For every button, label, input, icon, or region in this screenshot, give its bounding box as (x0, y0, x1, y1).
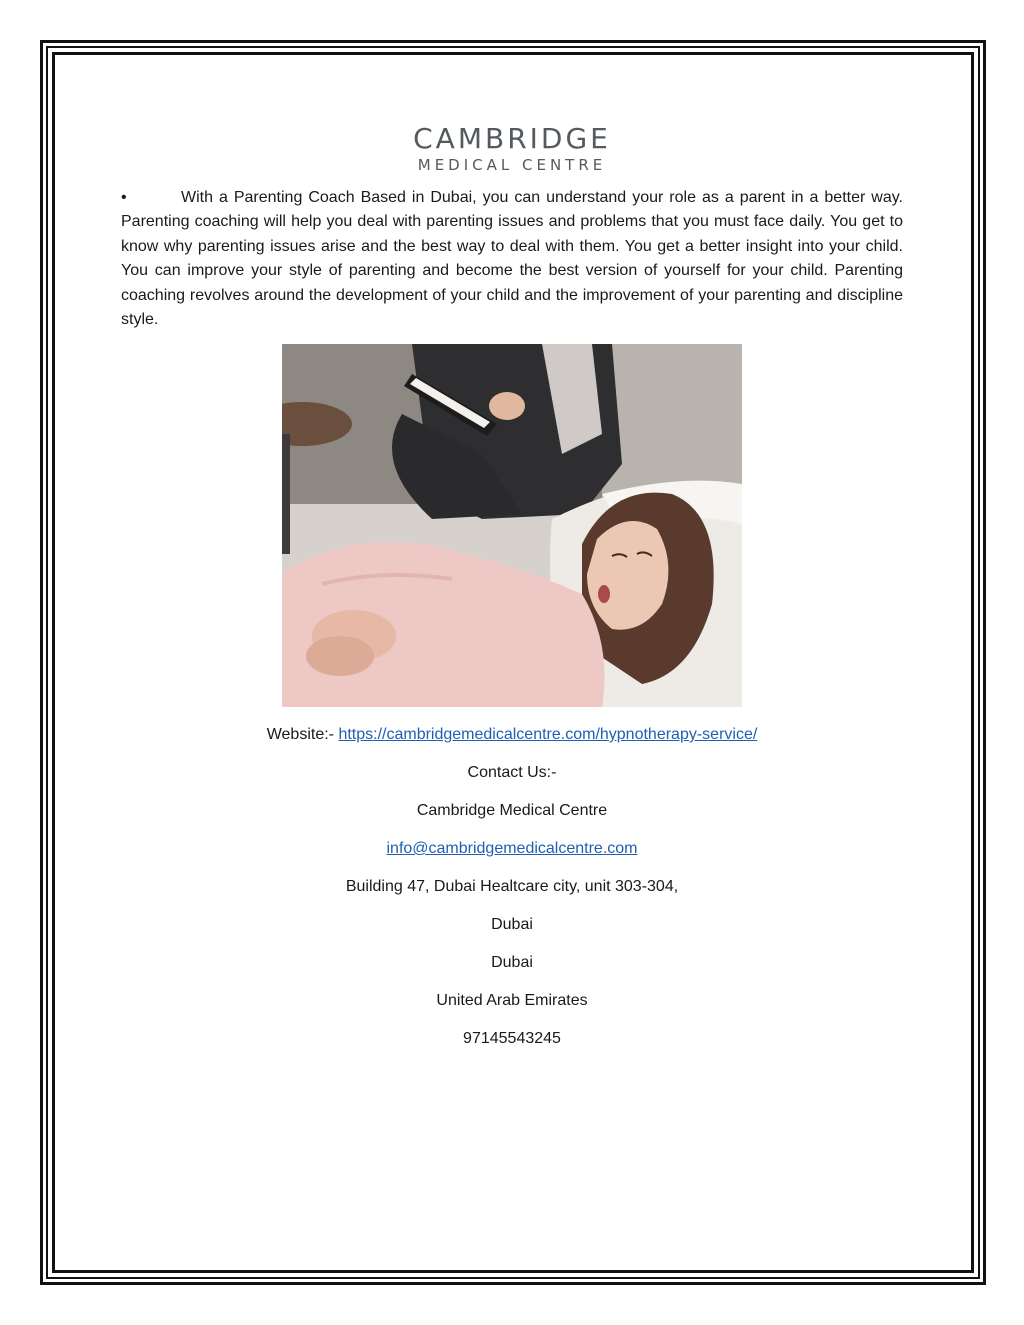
contact-section (0, 724, 1024, 1066)
logo-title: CAMBRIDGE (413, 122, 611, 155)
website-link[interactable]: https://cambridgemedicalcentre.com/hypnotherapy-service/ (338, 726, 758, 743)
phone-line: 97145543245 (463, 1030, 561, 1047)
therapy-session-photo (282, 344, 742, 707)
email-link[interactable]: info@cambridgemedicalcentre.com (386, 840, 638, 857)
region-line: Dubai (491, 954, 533, 971)
cambridge-logo (0, 124, 1024, 174)
contact-heading: Contact Us:- (467, 764, 557, 781)
website-label: Website:- (266, 726, 339, 743)
email-line (0, 838, 1024, 876)
paragraph-text: With a Parenting Coach Based in Dubai, you can understand your role as a parent in a better way. Parenting coaching will help you deal with parenting issues and problems that you must face daily. You get to know why parenting issues arise and the best way to deal with them. You get a better insight into your child. You can improve your style of parenting and become the best version of yourself for your child. Parenting coaching revolves around the development of your child and the improvement of your parenting and discipline style. (121, 189, 903, 329)
article-paragraph (121, 186, 903, 332)
bullet-point: • (121, 189, 127, 206)
country-line: United Arab Emirates (436, 992, 588, 1009)
city-line: Dubai (491, 916, 533, 933)
company-name: Cambridge Medical Centre (416, 802, 608, 819)
website-line (0, 724, 1024, 762)
address-line: Building 47, Dubai Healtcare city, unit 303-304, (345, 878, 679, 895)
logo-subtitle: MEDICAL CENTRE (417, 156, 607, 174)
